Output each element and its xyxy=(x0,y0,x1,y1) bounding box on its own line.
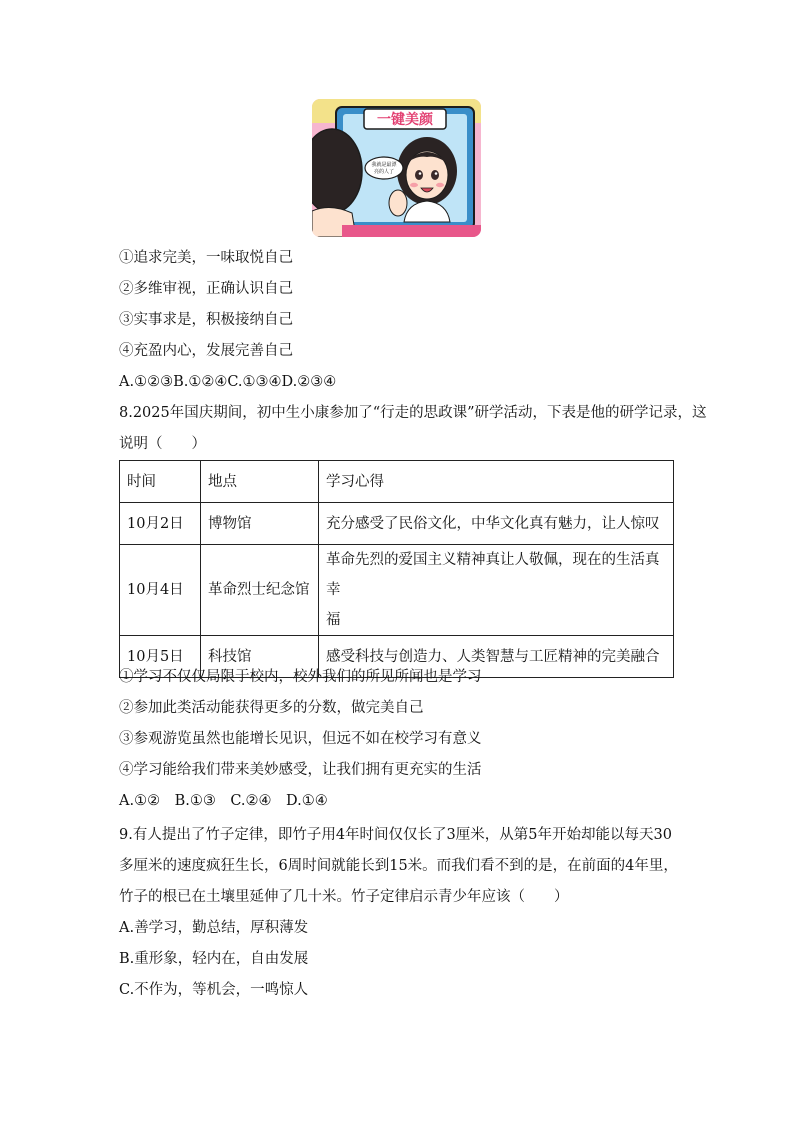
q9-stem-line1: 9.有人提出了竹子定律，即竹子用4年时间仅仅长了3厘米，从第5年开始却能以每天30 xyxy=(119,827,672,843)
table-row xyxy=(120,503,674,545)
row-time: 10月4日 xyxy=(120,545,201,636)
row-note xyxy=(319,545,674,636)
row-time: 10月2日 xyxy=(120,503,201,545)
q7-option-1: ①追求完美，一味取悦自己 xyxy=(119,250,293,266)
header-time: 时间 xyxy=(120,461,201,503)
table-row xyxy=(120,545,674,636)
row-note-line1: 充分感受了民俗文化，中华文化真有魅力，让人惊叹 xyxy=(326,515,660,532)
row-note-line2: 福 xyxy=(326,612,341,628)
svg-text:我就是最漂: 我就是最漂 xyxy=(371,162,397,168)
q8-option-2: ②参加此类活动能获得更多的分数，做完美自己 xyxy=(119,700,424,716)
q9-option-b: B.重形象，轻内在，自由发展 xyxy=(119,951,309,967)
beauty-filter-illustration xyxy=(312,99,481,237)
q7-option-2: ②多维审视，正确认识自己 xyxy=(119,281,293,297)
q9-stem-line2: 多厘米的速度疯狂生长，6周时间就能长到15米。而我们看不到的是，在前面的4年里， xyxy=(119,858,678,874)
row-place: 革命烈士纪念馆 xyxy=(201,545,319,636)
row-note-line1: 感受科技与创造力、人类智慧与工匠精神的完美融合 xyxy=(326,648,660,665)
study-record-table xyxy=(119,460,674,678)
q8-stem-line2: 说明（ ） xyxy=(119,436,206,452)
svg-text:亮的人了: 亮的人了 xyxy=(373,169,395,175)
q8-option-1: ①学习不仅仅局限于校内，校外我们的所见所闻也是学习 xyxy=(119,669,482,685)
q8-stem-line1: 8.2025年国庆期间，初中生小康参加了“行走的思政课”研学活动，下表是他的研学记录，这 xyxy=(119,405,707,421)
q7-choices: A.①②③B.①②④C.①③④D.②③④ xyxy=(119,374,337,390)
q9-option-c: C.不作为，等机会，一鸣惊人 xyxy=(119,982,309,998)
header-place: 地点 xyxy=(201,461,319,503)
q9-stem-line3: 竹子的根已在土壤里延伸了几十米。竹子定律启示青少年应该（ ） xyxy=(119,889,569,905)
q8-option-4: ④学习能给我们带来美妙感受，让我们拥有更充实的生活 xyxy=(119,762,482,778)
header-note: 学习心得 xyxy=(319,461,674,503)
q7-option-3: ③实事求是，积极接纳自己 xyxy=(119,312,293,328)
q9-option-a: A.善学习，勤总结，厚积薄发 xyxy=(119,920,309,936)
table-header-row xyxy=(120,461,674,503)
q7-option-4: ④充盈内心，发展完善自己 xyxy=(119,343,293,359)
row-place: 博物馆 xyxy=(201,503,319,545)
row-note xyxy=(319,503,674,545)
q8-option-3: ③参观游览虽然也能增长见识，但远不如在校学习有意义 xyxy=(119,731,482,747)
row-note-line1: 革命先烈的爱国主义精神真让人敬佩，现在的生活真幸 xyxy=(326,552,660,598)
row-place: 科技馆 xyxy=(201,636,319,678)
row-time: 10月5日 xyxy=(120,636,201,678)
q8-choices: A.①② B.①③ C.②④ D.①④ xyxy=(119,793,328,809)
banner-text: 一键美颜 xyxy=(377,112,433,128)
